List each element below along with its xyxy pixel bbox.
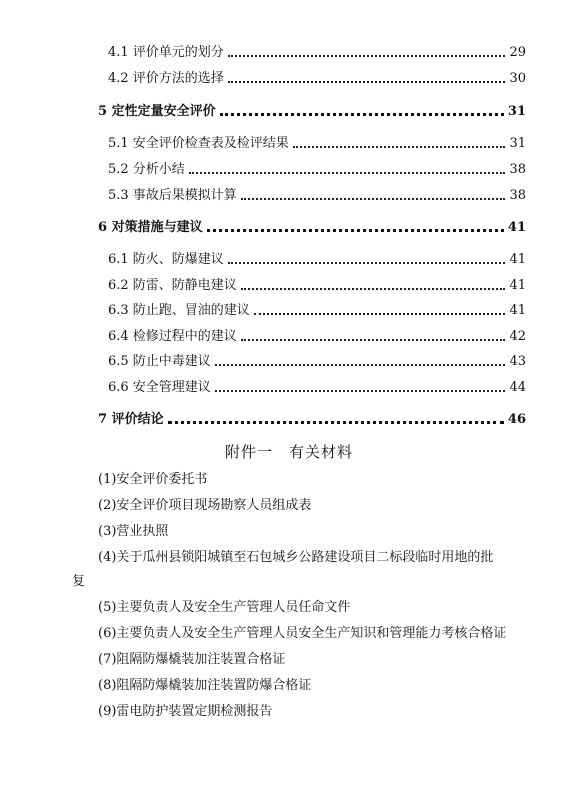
toc-entry[interactable] — [108, 68, 526, 88]
toc-entry-page: 41 — [509, 278, 526, 293]
dot-leader — [228, 261, 506, 264]
toc-entry[interactable] — [108, 133, 526, 153]
dot-leader — [254, 312, 506, 315]
toc-entry-page: 29 — [509, 45, 526, 60]
dot-leader — [207, 228, 504, 232]
toc-entry-page: 41 — [507, 220, 526, 235]
toc-entry-page: 41 — [509, 252, 526, 267]
toc-entry-label: 4.2 评价方法的选择 — [108, 71, 224, 86]
appendix-item: (6)主要负责人及安全生产管理人员安全生产知识和管理能力考核合格证 — [98, 626, 507, 641]
toc-entry-label: 5.2 分析小结 — [108, 162, 185, 177]
toc-entry-page: 38 — [509, 188, 526, 203]
dot-leader — [215, 389, 506, 392]
dot-leader — [215, 363, 506, 366]
toc-entry-page: 43 — [509, 354, 526, 369]
appendix-item-text: (4)关于瓜州县锁阳城镇至石包城乡公路建设项目二标段临时用地的批 — [98, 550, 494, 565]
toc-entry-label: 6.5 防止中毒建议 — [108, 354, 211, 369]
dot-leader — [228, 54, 506, 57]
toc-chapter-entry[interactable] — [98, 101, 526, 121]
appendix-item: (1)安全评价委托书 — [98, 472, 208, 487]
toc-entry-label: 6.2 防雷、防静电建议 — [108, 278, 237, 293]
toc-entry-label: 6 对策措施与建议 — [98, 220, 203, 235]
toc-entry-page: 42 — [509, 329, 526, 344]
toc-entry[interactable] — [108, 300, 526, 320]
toc-entry-label: 6.6 安全管理建议 — [108, 380, 211, 395]
dot-leader — [293, 145, 506, 148]
appendix-item: (2)安全评价项目现场勘察人员组成表 — [98, 498, 312, 513]
toc-chapter-entry[interactable] — [98, 409, 526, 429]
toc-entry-label: 7 评价结论 — [98, 412, 164, 427]
toc-entry-page: 46 — [507, 412, 526, 427]
toc-chapter-entry[interactable] — [98, 217, 526, 237]
toc-entry[interactable] — [108, 275, 526, 295]
toc-entry[interactable] — [108, 377, 526, 397]
toc-entry-label: 6.3 防止跑、冒油的建议 — [108, 303, 250, 318]
toc-entry[interactable] — [108, 42, 526, 62]
appendix-item: (9)雷电防护装置定期检测报告 — [98, 704, 273, 719]
toc-entry-page: 38 — [509, 162, 526, 177]
toc-entry[interactable] — [108, 185, 526, 205]
appendix-title: 附件一 有关材料 — [224, 443, 353, 461]
toc-entry-label: 5.3 事故后果模拟计算 — [108, 188, 237, 203]
toc-entry-page: 44 — [509, 380, 526, 395]
toc-entry-label: 6.4 检修过程中的建议 — [108, 329, 237, 344]
appendix-item — [72, 549, 528, 589]
appendix-item: (5)主要负责人及安全生产管理人员任命文件 — [98, 600, 351, 615]
toc-entry-page: 41 — [509, 303, 526, 318]
toc-entry-label: 5 定性定量安全评价 — [98, 104, 216, 119]
dot-leader — [228, 80, 506, 83]
dot-leader — [189, 171, 506, 174]
toc-entry[interactable] — [108, 351, 526, 371]
dot-leader — [241, 338, 506, 341]
toc-entry-label: 4.1 评价单元的划分 — [108, 45, 224, 60]
toc-entry-page: 31 — [507, 104, 526, 119]
toc-entry[interactable] — [108, 326, 526, 346]
toc-entry[interactable] — [108, 249, 526, 269]
toc-entry-label: 5.1 安全评价检查表及检评结果 — [108, 136, 289, 151]
toc-entry[interactable] — [108, 159, 526, 179]
toc-entry-page: 30 — [509, 71, 526, 86]
toc-entry-label: 6.1 防火、防爆建议 — [108, 252, 224, 267]
appendix-item: (8)阻隔防爆橇装加注装置防爆合格证 — [98, 678, 312, 693]
dot-leader — [241, 287, 506, 290]
dot-leader — [241, 197, 506, 200]
toc-entry-page: 31 — [509, 136, 526, 151]
appendix-item: (7)阻隔防爆橇装加注装置合格证 — [98, 652, 286, 667]
appendix-item-continuation: 复 — [72, 574, 86, 589]
appendix-item: (3)营业执照 — [98, 524, 169, 539]
dot-leader — [220, 112, 504, 116]
dot-leader — [168, 420, 504, 424]
